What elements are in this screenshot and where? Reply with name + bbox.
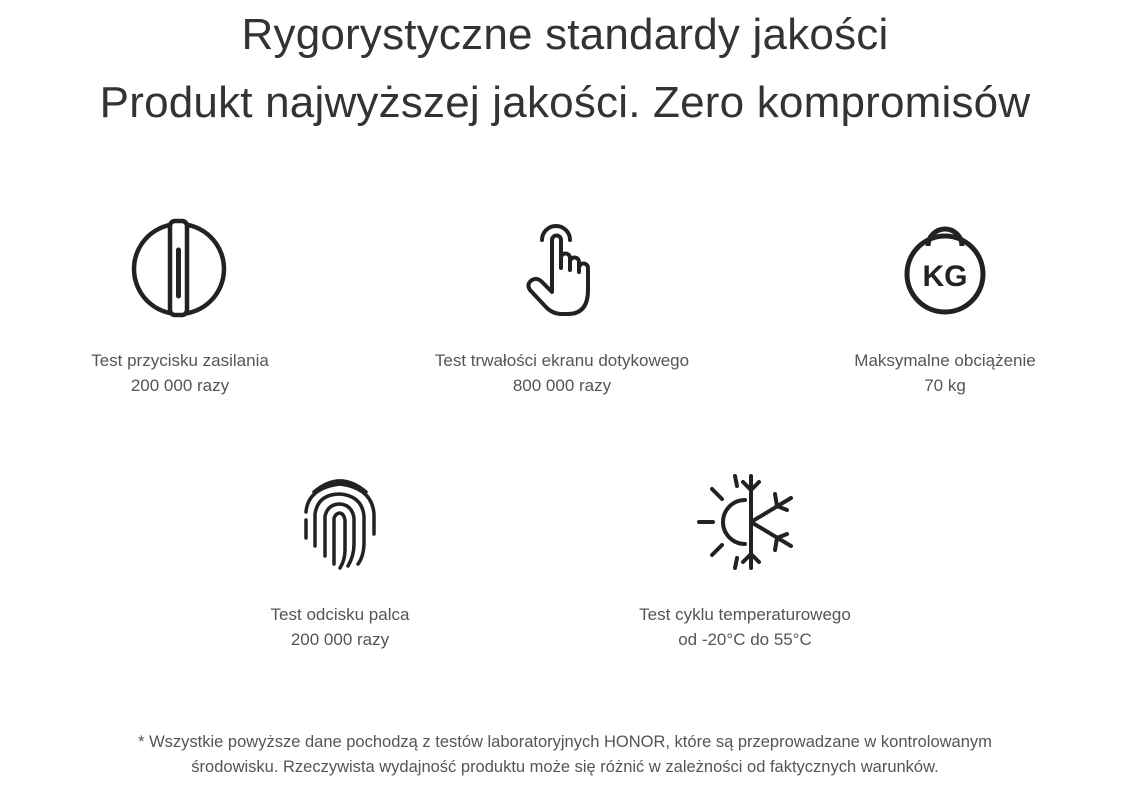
feature-value: 800 000 razy	[512, 376, 612, 395]
feature-temperature-cycle	[565, 472, 925, 652]
feature-value: od -20°C do 55°C	[678, 630, 812, 649]
feature-value: 200 000 razy	[130, 376, 230, 395]
feature-label: Test trwałości ekranu dotykowego	[434, 351, 690, 370]
feature-touch-screen	[382, 218, 742, 398]
feature-value: 70 kg	[924, 376, 966, 395]
feature-label: Test odcisku palca	[270, 605, 410, 624]
feature-label: Maksymalne obciążenie	[854, 351, 1036, 370]
feature-max-load	[765, 218, 1125, 398]
sun-snowflake-icon	[695, 472, 795, 572]
weight-kg-icon	[895, 218, 995, 318]
footnote	[40, 730, 1090, 780]
touch-hand-icon	[512, 218, 612, 318]
feature-fingerprint	[160, 472, 520, 652]
headline-line-2: Produkt najwyższej jakości. Zero kompromisów	[99, 78, 1031, 127]
footnote-line-1: * Wszystkie powyższe dane pochodzą z testów laboratoryjnych HONOR, które są przeprowadzane w kontrolowanym	[138, 733, 992, 751]
feature-value: 200 000 razy	[290, 630, 390, 649]
feature-label: Test przycisku zasilania	[91, 351, 269, 370]
feature-power-button	[0, 218, 360, 398]
fingerprint-icon	[290, 472, 390, 572]
headline-line-1: Rygorystyczne standardy jakości	[241, 10, 889, 59]
power-button-icon	[130, 218, 230, 318]
feature-label: Test cyklu temperaturowego	[639, 605, 851, 624]
weight-icon-text: KG	[922, 260, 968, 293]
footnote-line-2: środowisku. Rzeczywista wydajność produktu może się różnić w zależności od faktycznych warunków.	[191, 758, 939, 776]
